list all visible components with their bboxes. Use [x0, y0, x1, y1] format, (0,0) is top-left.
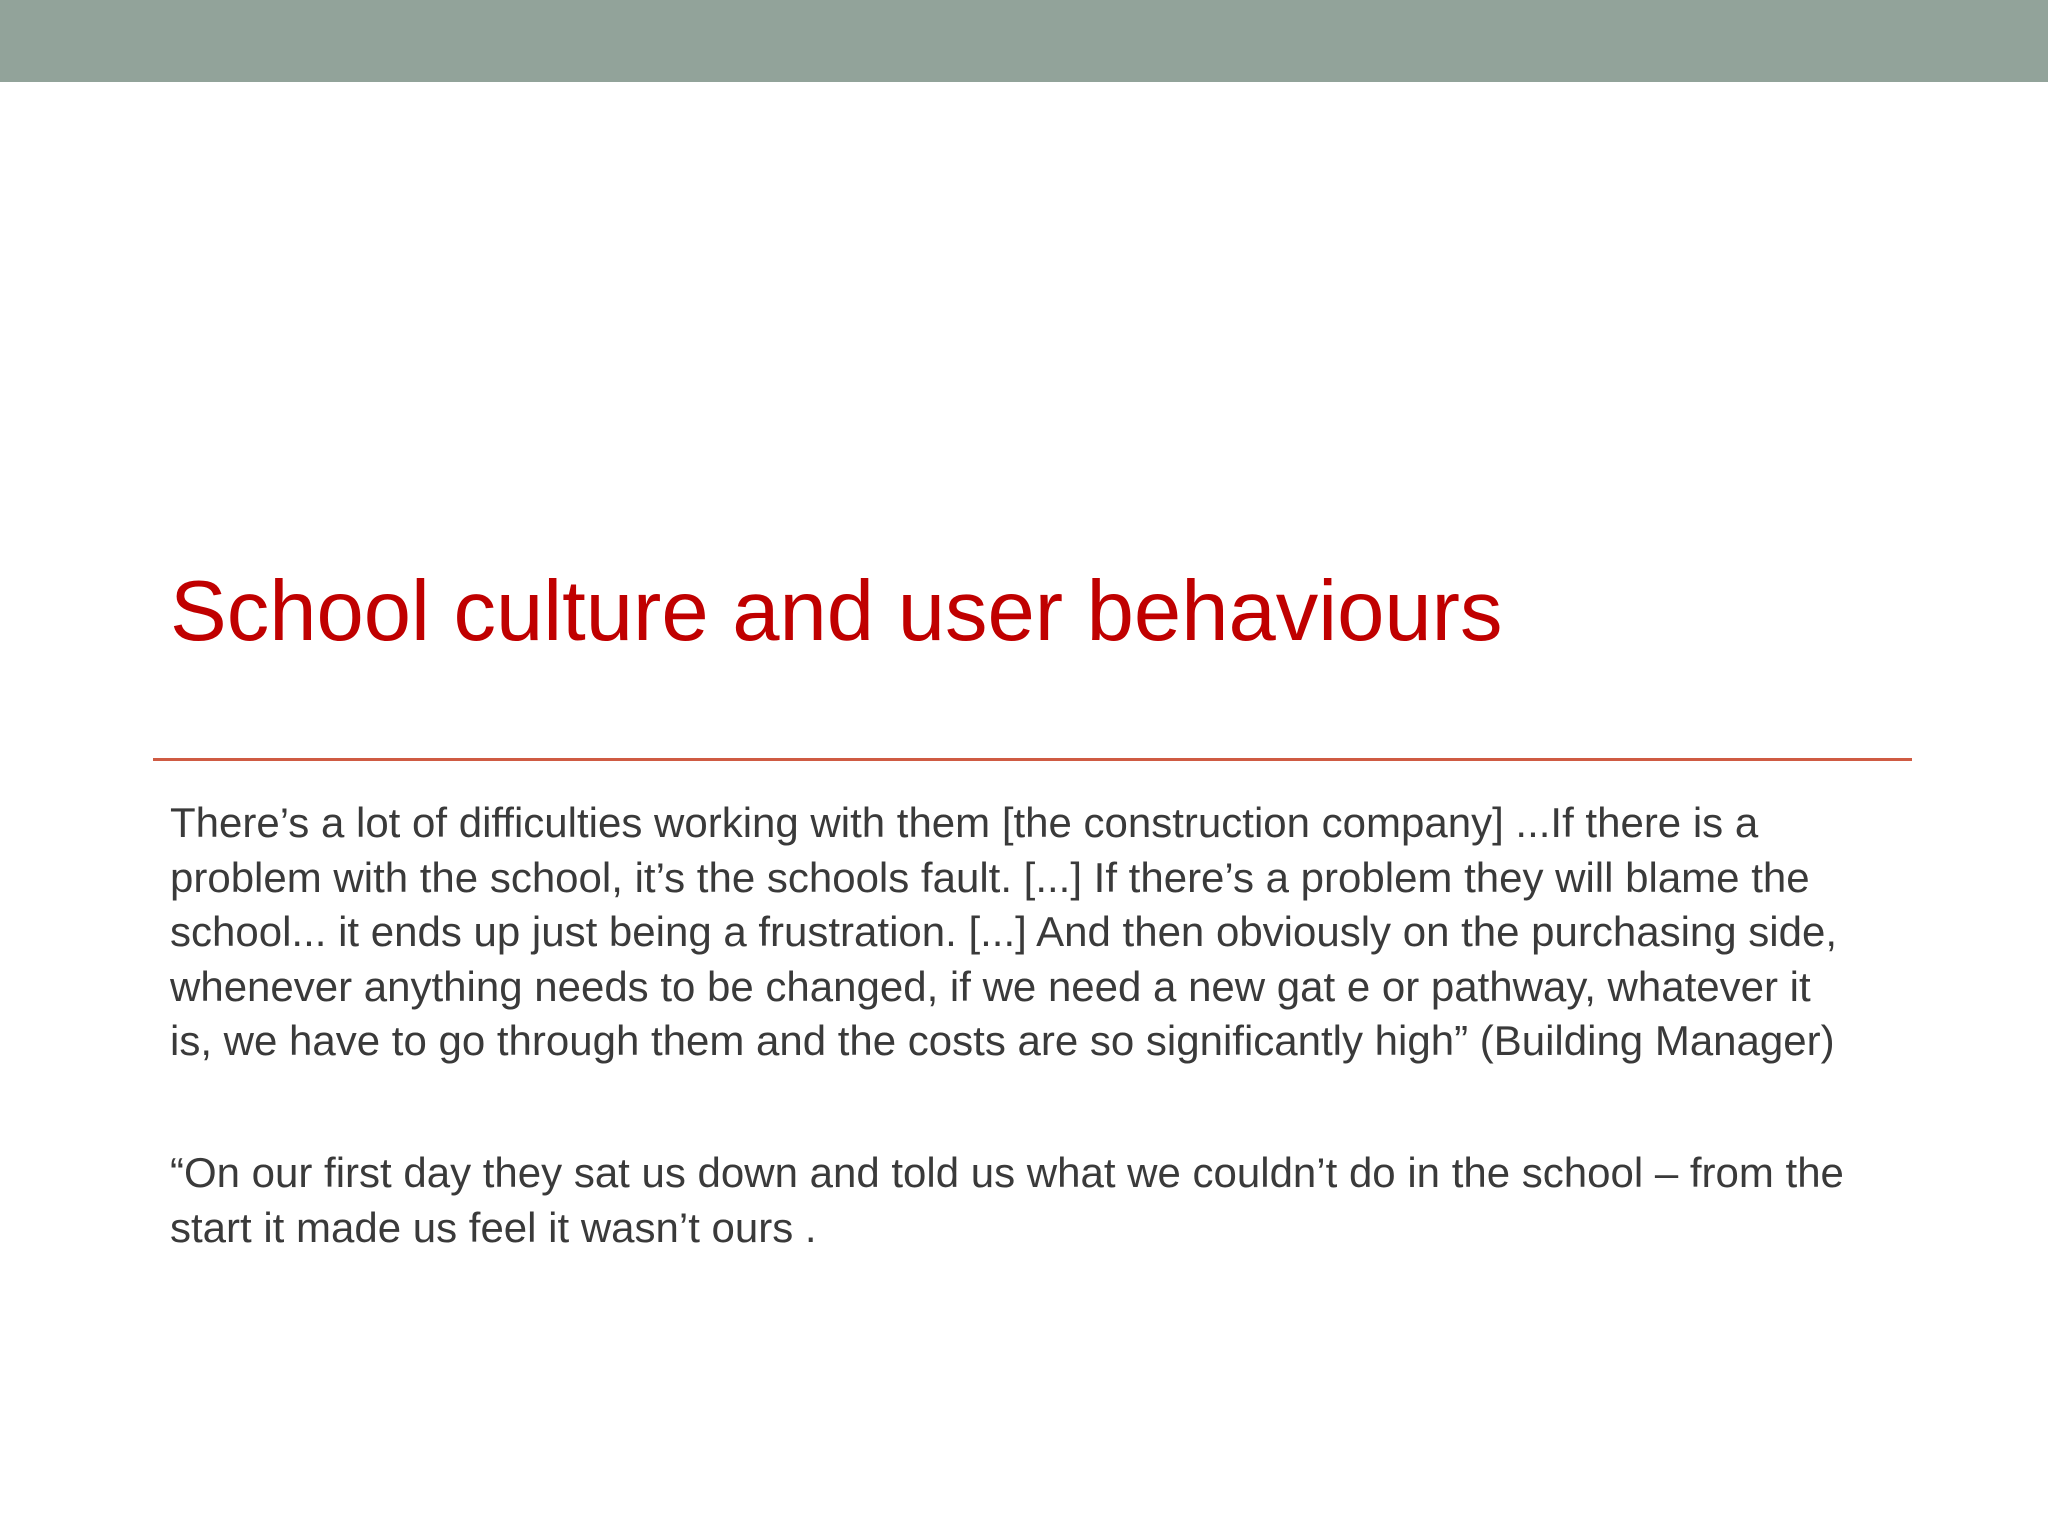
slide-title: School culture and user behaviours — [170, 564, 1503, 659]
top-accent-band — [0, 0, 2048, 82]
title-divider — [153, 758, 1912, 761]
building-manager-quote: There’s a lot of difficulties working with them [the construction company] ...If there is a problem with the school, it’s the schools fault. [...] If there’s a problem they will blame the school... it ends up just being a frustration. [...] And then obviously on the purchasing side, whenever anything needs to be changed, if we need a new gat e or pathway, whatever it is, we have to go through them and the costs are so significantly high” (Building Manager) — [170, 799, 1838, 1064]
first-day-quote: “On our first day they sat us down and told us what we couldn’t do in the school – from the start it made us feel it wasn’t ours . — [170, 1149, 1844, 1251]
